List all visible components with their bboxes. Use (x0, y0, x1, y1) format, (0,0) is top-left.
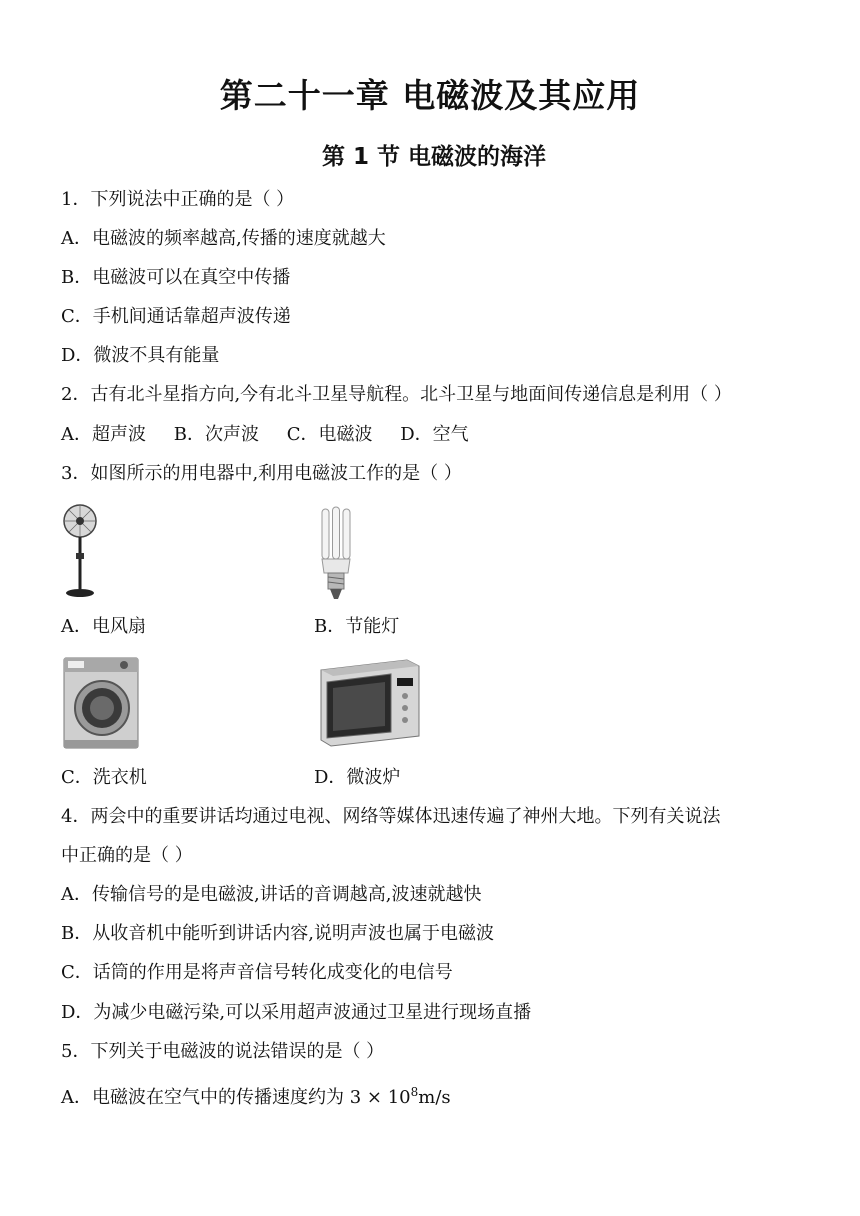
question-2-option-c: C．电磁波 (286, 424, 373, 445)
question-5-stem: 5．下列关于电磁波的说法错误的是（ ） (61, 1041, 385, 1062)
question-1-option-d: D．微波不具有能量 (61, 345, 220, 366)
washing-machine-icon (62, 656, 140, 750)
question-3-option-a: A．电风扇 (61, 616, 146, 637)
section-title: 第 1 节 电磁波的海洋 (321, 144, 547, 170)
question-2-stem: 2．古有北斗星指方向,今有北斗卫星导航程。北斗卫星与地面间传递信息是利用（ ） (61, 384, 732, 405)
question-1-option-c: C．手机间通话靠超声波传递 (61, 306, 291, 327)
question-4-stem-line2: 中正确的是（ ） (61, 845, 193, 866)
question-1-option-b: B．电磁波可以在真空中传播 (61, 267, 291, 288)
question-3-option-b: B．节能灯 (314, 616, 400, 637)
question-1-option-a: A．电磁波的频率越高,传播的速度就越大 (61, 228, 386, 249)
question-4-option-d: D．为减少电磁污染,可以采用超声波通过卫星进行现场直播 (61, 1002, 532, 1023)
electric-fan-icon (60, 503, 100, 601)
chapter-title: 第二十一章 电磁波及其应用 (219, 76, 641, 115)
question-4-option-a: A．传输信号的是电磁波,讲话的音调越高,波速就越快 (61, 884, 482, 905)
question-5-option-a (61, 1080, 451, 1110)
question-4-option-b: B．从收音机中能听到讲话内容,说明声波也属于电磁波 (61, 923, 494, 944)
question-3-option-c: C．洗衣机 (61, 767, 147, 788)
question-3-option-d: D．微波炉 (314, 767, 401, 788)
question-5-option-a-unit: m/s (418, 1087, 451, 1108)
microwave-oven-icon (317, 656, 421, 750)
question-2-option-b: B．次声波 (173, 424, 259, 445)
question-3-stem: 3．如图所示的用电器中,利用电磁波工作的是（ ） (61, 463, 462, 484)
question-5-option-a-text: A．电磁波在空气中的传播速度约为 3 × 10 (61, 1087, 411, 1108)
question-2-options (61, 423, 491, 447)
energy-saving-lamp-icon (316, 505, 356, 603)
question-2-option-d: D．空气 (400, 424, 469, 445)
question-2-option-a: A．超声波 (61, 424, 146, 445)
question-4-stem-line1: 4．两会中的重要讲话均通过电视、网络等媒体迅速传遍了神州大地。下列有关说法 (61, 806, 721, 827)
question-1-stem: 1．下列说法中正确的是（ ） (61, 189, 295, 210)
question-4-option-c: C．话筒的作用是将声音信号转化成变化的电信号 (61, 962, 453, 983)
question-5-option-a-exponent: 8 (410, 1085, 419, 1099)
